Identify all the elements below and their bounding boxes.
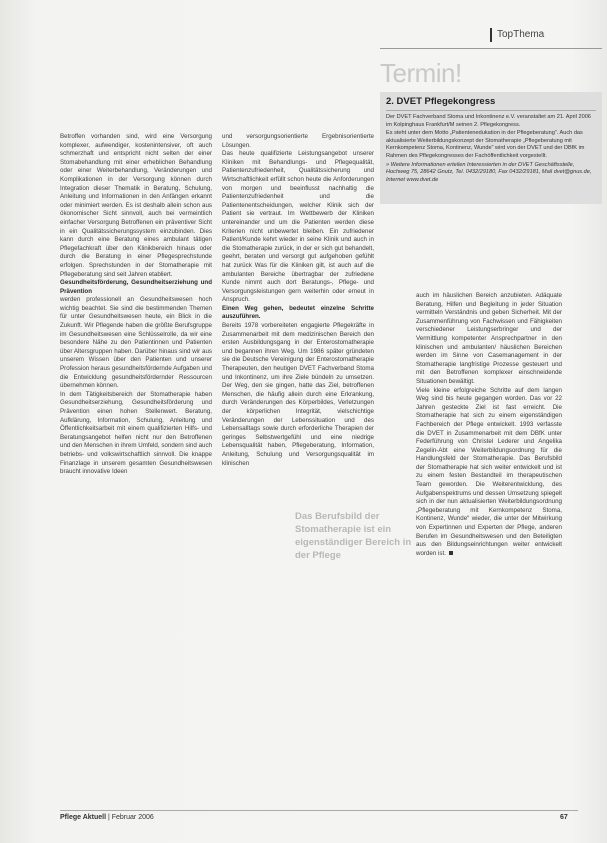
article-column-2 xyxy=(222,133,374,468)
article-paragraph xyxy=(416,387,562,559)
magazine-name: Pflege Aktuell xyxy=(60,814,107,821)
event-info-box xyxy=(380,92,602,204)
article-column-3 xyxy=(416,292,562,558)
page-number: 67 xyxy=(560,814,568,821)
event-title: 2. DVET Pflegekongress xyxy=(386,96,596,111)
article-paragraph: Das heute qualifizierte Leistungsangebot unserer Kliniken mit Behandlungs- und Pflegequalität, Patientenzufriedenheit, Qualitätssicherung und Wirtschaftlichkeit erfüllt schon heute die Anforderungen von morgen und beeinflusst nachhaltig die Patientenzufriedenheit und die Patientenentscheidungen, welcher Klinik sich der Patient sie vertraut. Im Wettbewerb der Kliniken untereinander und um die Patienten werden diese Kriterien nicht unbewertet bleiben. Ein zufriedener Patient/Kunde kehrt wieder in seine Klinik und auch in die Stomatherapie zurück, in der er sich gut behandelt, geehrt, beraten und versorgt gut aufgehoben gefühlt hat zurück Was für die Kliniken gilt, ist auch auf die ambulanten Bereiche übertragbar der zufriedene Kunde nimmt auch dort Beratungs-, Pflege- und Versorgungsleistungen gern weiterhin oder erneut in Anspruch. xyxy=(222,150,374,304)
article-paragraph: und versorgungsorientierte Ergebnisorientierte Lösungen. xyxy=(222,133,374,149)
footer-separator: | xyxy=(107,814,112,821)
article-column-1 xyxy=(60,133,212,477)
end-of-article-icon xyxy=(449,551,453,555)
pull-quote: Das Berufsbild der Stomatherapie ist ein eigenständiger Bereich in der Pflege xyxy=(295,511,412,561)
article-subheading: Gesundheitsförderung, Gesundheitserziehung und Prävention xyxy=(60,279,212,295)
event-paragraph: Der DVET Fachverband Stoma und Inkontinenz e.V. veranstaltet am 21. April 2006 im Kolpinghaus Frankfurt/M seinen 2. Pflegekongress. xyxy=(386,114,591,128)
article-paragraph: Betroffen vorhanden sind, wird eine Versorgung komplexer, aufwendiger, kostenintensiver, oft auch schmerzhaft und entspricht nicht selten der einer Stomabehandlung mit einer erheblichen Behandlung oder einer Weiterbehandlung, Veränderungen und Komplikationen in der Versorgung können durch Integration dieser Thematik in Beratung, Schulung, Anleitung und Informationen in den Anfängen erkannt oder minimiert werden. Es ist deshalb allein schon aus ökonomischer Sicht sinnvoll, auch bei vermeintlich einfacher Versorgung Betroffenen ein präventiver Sicht in ein Qualitätssicherungssystem einzubinden. Dies kann durch eine Beratung eines ambulant tätigen Pflegefachkraft über den Klinikbereich hinaus oder durch die Beratung in einer Pflegesprechstunde erfolgen. Sprechstunden in der Stomatherapie mit Pflegeberatung sind seit Jahren etabliert. xyxy=(60,133,212,278)
event-paragraph: Es steht unter dem Motto „Patientenedukation in der Pflegeberatung“. Auch das aktualisierte Weiterbildungskonzept der Stomatherapie „Pflegeberatung mit Kernkompetenz Stoma, Kontinenz, Wunde“ wird von der DVET und der DBfK im Rahmen des Pflegekongresses der Fachöffentlichkeit vorgestellt. xyxy=(386,130,585,159)
termin-heading: Termin! xyxy=(380,58,462,88)
footer-rule xyxy=(60,810,578,811)
header-rule xyxy=(380,48,602,49)
article-paragraph: Bereits 1978 vorbereiteten engagierte Pflegekräfte in Zusammenarbeit mit dem medizinischen Bereich den ersten Ausbildungsgang in der Enterostomatherapie und begannen ihren Weg. Um 1986 später gründeten sie die Deutsche Vereinigung der Enterostomatherapie Therapeuten, den heutigen DVET Fachverband Stoma und Inkontinenz, um ihre Ziele bündeln zu umsetzen. Der Weg, den sie gingen, hatte das Ziel, betroffenen Menschen, die häufig allein durch eine Erkrankung, durch Veränderungen des Körperbildes, Verletzungen der körperlichen Integrität, vielschichtige Veränderungen der Lebenssituation und des Lebensalltags sowie durch erforderliche Therapien der geringes Selbstwertgefühl und eine niedrige Lebensqualität haben, Pflegeberatung, Information, Anleitung, Schulung und Versorgungsqualität im klinischen xyxy=(222,322,374,467)
magazine-issue: Februar 2006 xyxy=(111,814,154,821)
footer-magazine xyxy=(60,814,154,821)
event-contact: » Weitere Informationen erteilen Interessierten in der DVET Geschäftsstelle, Hochweg 75, 28642 Gnutz, Tel. 0432/29180, Fax 0432/29181, Mail dvet@gnus.de, Internet www.dvet.de xyxy=(386,161,592,183)
section-label: TopThema xyxy=(490,28,607,42)
article-paragraph: werden professionell an Gesundheitswesen hoch wichtig beachtet. Sie sind die bestimmenden Themen für unter Gesundheitswesen heute, ein Blick in die Zukunft. Wir Pflegende haben die größte Berufsgruppe im Gesundheitswesen eine Schlüsselrolle, da wir eine besondere Nähe zu den Patientinnen und Patienten über Altersgruppen haben. Darüber hinaus sind wir aus unserem Wissen über den Patienten und unserer Profession heraus gesundheitsfördernde Aufgaben und die Entwicklung gesundheitsfördernder Ressourcen übernehmen können. xyxy=(60,296,212,390)
article-paragraph-text: Viele kleine erfolgreiche Schritte auf dem langen Weg sind bis heute gegangen worden. Das vor 22 Jahren gesteckte Ziel ist fast erreicht. Die Stomatherapie hat sich zu einem eigenständigen Fachbereich der Pflege entwickelt. 1993 verfasste die DVET in Zusammenarbeit mit dem DBfK unter Federführung von Christel Lederer und Angelika Zegelin-Abt eine Weiterbildungsordnung für die Handlungsfeld der Stomatherapie. Das Berufsbild der Stomatherapie hat sich weiter entwickelt und ist zu einem festen Bestandteil im therapeutischen Team geworden. Die Weiterentwicklung, des Aufgabenspektrums und dessen Umsetzung spiegelt sich in der nun aktualisierten Weiterbildungsordnung „Pflegeberatung mit Kernkompetenz Stoma, Kontinenz, Wunde“ wieder, die unter der Mitwirkung von Expertinnen und Experten der Pflege, anderen Berufen im Gesundheitswesen und den Beteiligten aus den Bildungseinrichtungen weiter entwickelt worden ist. xyxy=(416,386,562,557)
article-paragraph: In dem Tätigkeitsbereich der Stomatherapie haben Gesundheitserziehung, Gesundheitsförderung und Prävention einen hohen Stellenwert. Beratung, Aufklärung, Information, Schulung, Anleitung und Öffentlichkeitsarbeit mit einem qualifizierten Hilfs- und Beratungsangebot helfen nicht nur den Betroffenen und den Menschen in ihrem Umfeld, sondern sind auch betriebs- und volkswirtschaftlich sinnvoll. Die knappe Finanzlage in unserem gesamten Gesundheitswesen braucht innovative Ideen xyxy=(60,390,212,476)
article-paragraph: auch im häuslichen Bereich anzubieten. Adäquate Beratung, Hilfen und Begleitung in jeder Situation vermitteln Verständnis und geben Sicherheit. Mit der Zusammenführung von Fachwissen und Fähigkeiten verschiedener Leistungserbringer und der Vermittlung kompetenter Ansprechpartner in den klinischen und ambulanten/ häuslichen Bereichen werden im Sinne von Casemanagement in der Stomatherapie langfristige Prozesse gesteuert und mit den Betroffenen komplexer einschneidende Situationen bewältigt. xyxy=(416,292,562,385)
article-subheading: Einen Weg gehen, bedeutet einzelne Schritte auszuführen. xyxy=(222,304,374,321)
event-text xyxy=(386,114,596,184)
